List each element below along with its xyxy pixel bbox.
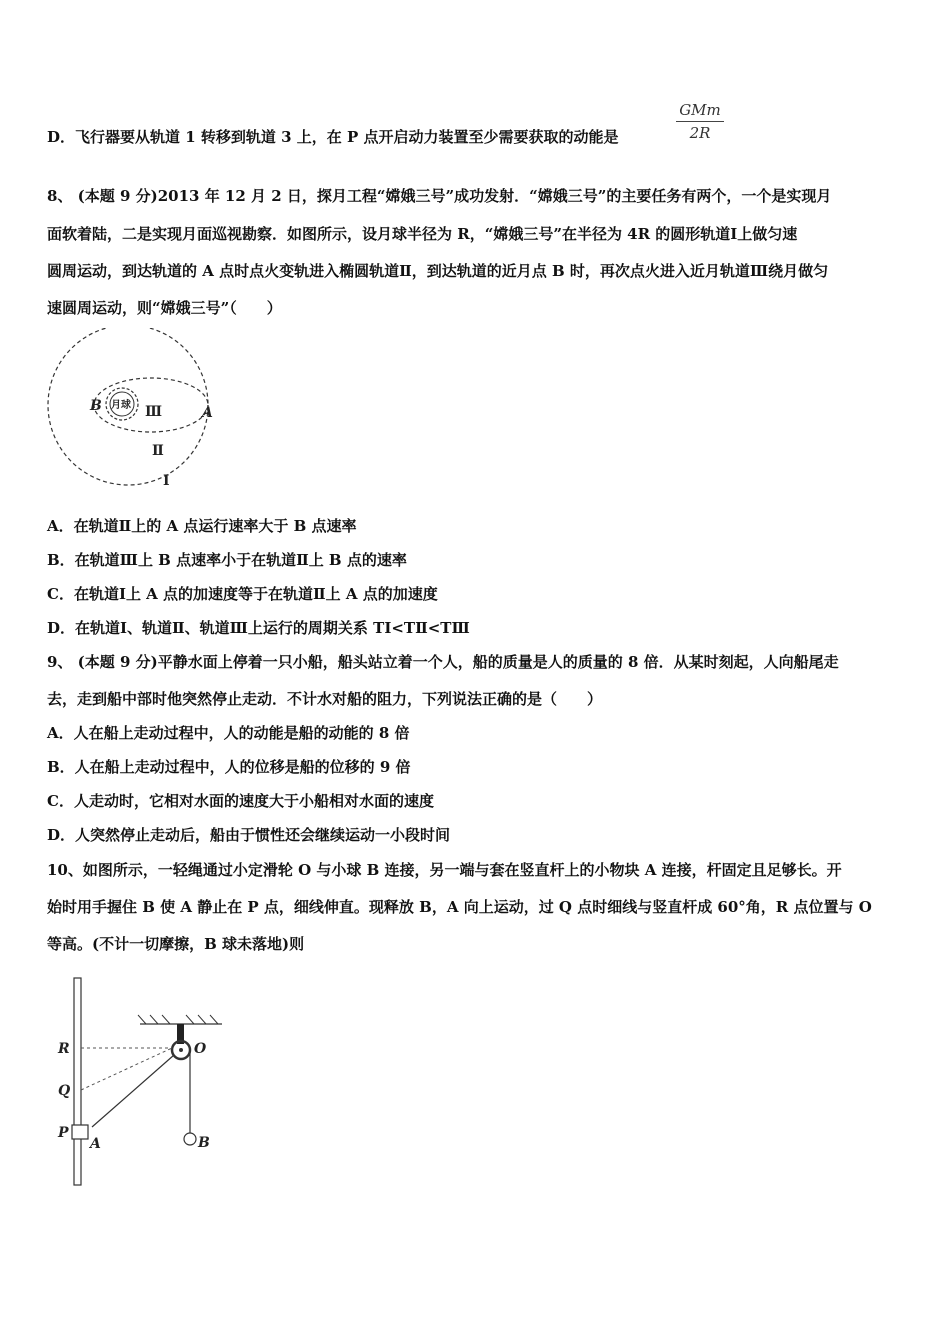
q10-text-line-1: 10、如图所示，一轻绳通过小定滑轮 O 与小球 B 连接，另一端与套在竖直杆上的小物块 A 连接，杆固定且足够长。开: [47, 861, 842, 879]
fraction-numerator: GMm: [679, 101, 721, 119]
q8-option-a: A．在轨道Ⅱ上的 A 点运行速率大于 B 点速率: [47, 517, 357, 535]
q7-option-d: D．飞行器要从轨道 1 转移到轨道 3 上，在 P 点开启动力装置至少需要获取的动能是: [47, 128, 619, 146]
q9-option-c: C．人走动时，它相对水面的速度大于小船相对水面的速度: [47, 792, 434, 810]
q9-text-line-2: 去，走到船中部时他突然停止走动．不计水对船的阻力，下列说法正确的是（ ）: [47, 690, 603, 708]
orbit-II-label: Ⅱ: [152, 443, 164, 459]
pulley-axle: [179, 1048, 183, 1052]
lunar-orbit-figure: [40, 328, 230, 493]
q8-text-line-2: 面软着陆，二是实现月面巡视勘察．如图所示，设月球半径为 R，“嫦娥三号”在半径为 4R 的圆形轨道Ⅰ上做匀速: [47, 225, 798, 243]
orbit-I-label: Ⅰ: [163, 473, 170, 489]
label-O: O: [194, 1041, 207, 1057]
q8-option-b: B．在轨道Ⅲ上 B 点速率小于在轨道Ⅱ上 B 点的速率: [47, 551, 407, 569]
orbit-III-label: Ⅲ: [145, 404, 163, 420]
label-P: P: [58, 1125, 69, 1141]
q8-option-d: D．在轨道Ⅰ、轨道Ⅱ、轨道Ⅲ上运行的周期关系 TⅠ<TⅡ<TⅢ: [47, 619, 470, 637]
kinetic-energy-fraction: [676, 100, 724, 143]
point-B-label: B: [90, 398, 102, 414]
q9-option-d: D．人突然停止走动后，船由于惯性还会继续运动一小段时间: [47, 826, 451, 844]
q8-text-line-4: 速圆周运动，则“嫦娥三号”（ ）: [47, 299, 282, 317]
q10-text-line-2: 始时用手握住 B 使 A 静止在 P 点，细线伸直。现释放 B，A 向上运动，过 Q 点时细线与竖直杆成 60°角，R 点位置与 O: [47, 898, 872, 916]
block-A: [72, 1125, 88, 1139]
q8-text-line-1: 8、 (本题 9 分)2013 年 12 月 2 日，探月工程“嫦娥三号”成功发射．“嫦娥三号”的主要任务有两个，一个是实现月: [47, 187, 832, 205]
fraction-bar: [676, 121, 724, 122]
label-Q: Q: [58, 1083, 71, 1099]
ball-B: [184, 1133, 196, 1145]
label-R: R: [58, 1041, 70, 1057]
ceiling-hatching: [138, 1015, 218, 1024]
q10-text-line-3: 等高。(不计一切摩擦，B 球未落地)则: [47, 935, 305, 953]
label-A: A: [90, 1136, 101, 1152]
q9-option-a: A．人在船上走动过程中，人的动能是船的动能的 8 倍: [47, 724, 410, 742]
q8-option-c: C．在轨道Ⅰ上 A 点的加速度等于在轨道Ⅱ上 A 点的加速度: [47, 585, 438, 603]
q9-option-b: B．人在船上走动过程中，人的位移是船的位移的 9 倍: [47, 758, 411, 776]
rope-to-A: [92, 1055, 174, 1127]
pulley-figure: [50, 975, 235, 1190]
point-A-label: A: [202, 405, 213, 421]
q9-text-line-1: 9、 (本题 9 分)平静水面上停着一只小船，船头站立着一个人，船的质量是人的质量的 8 倍．从某时刻起，人向船尾走: [47, 653, 839, 671]
fraction-denominator: 2R: [689, 124, 711, 142]
vertical-rod: [74, 978, 81, 1185]
label-B: B: [198, 1135, 210, 1151]
q8-text-line-3: 圆周运动，到达轨道的 A 点时点火变轨进入椭圆轨道Ⅱ，到达轨道的近月点 B 时，再次点火进入近月轨道Ⅲ绕月做匀: [47, 262, 829, 280]
moon-label: 月球: [111, 400, 131, 411]
